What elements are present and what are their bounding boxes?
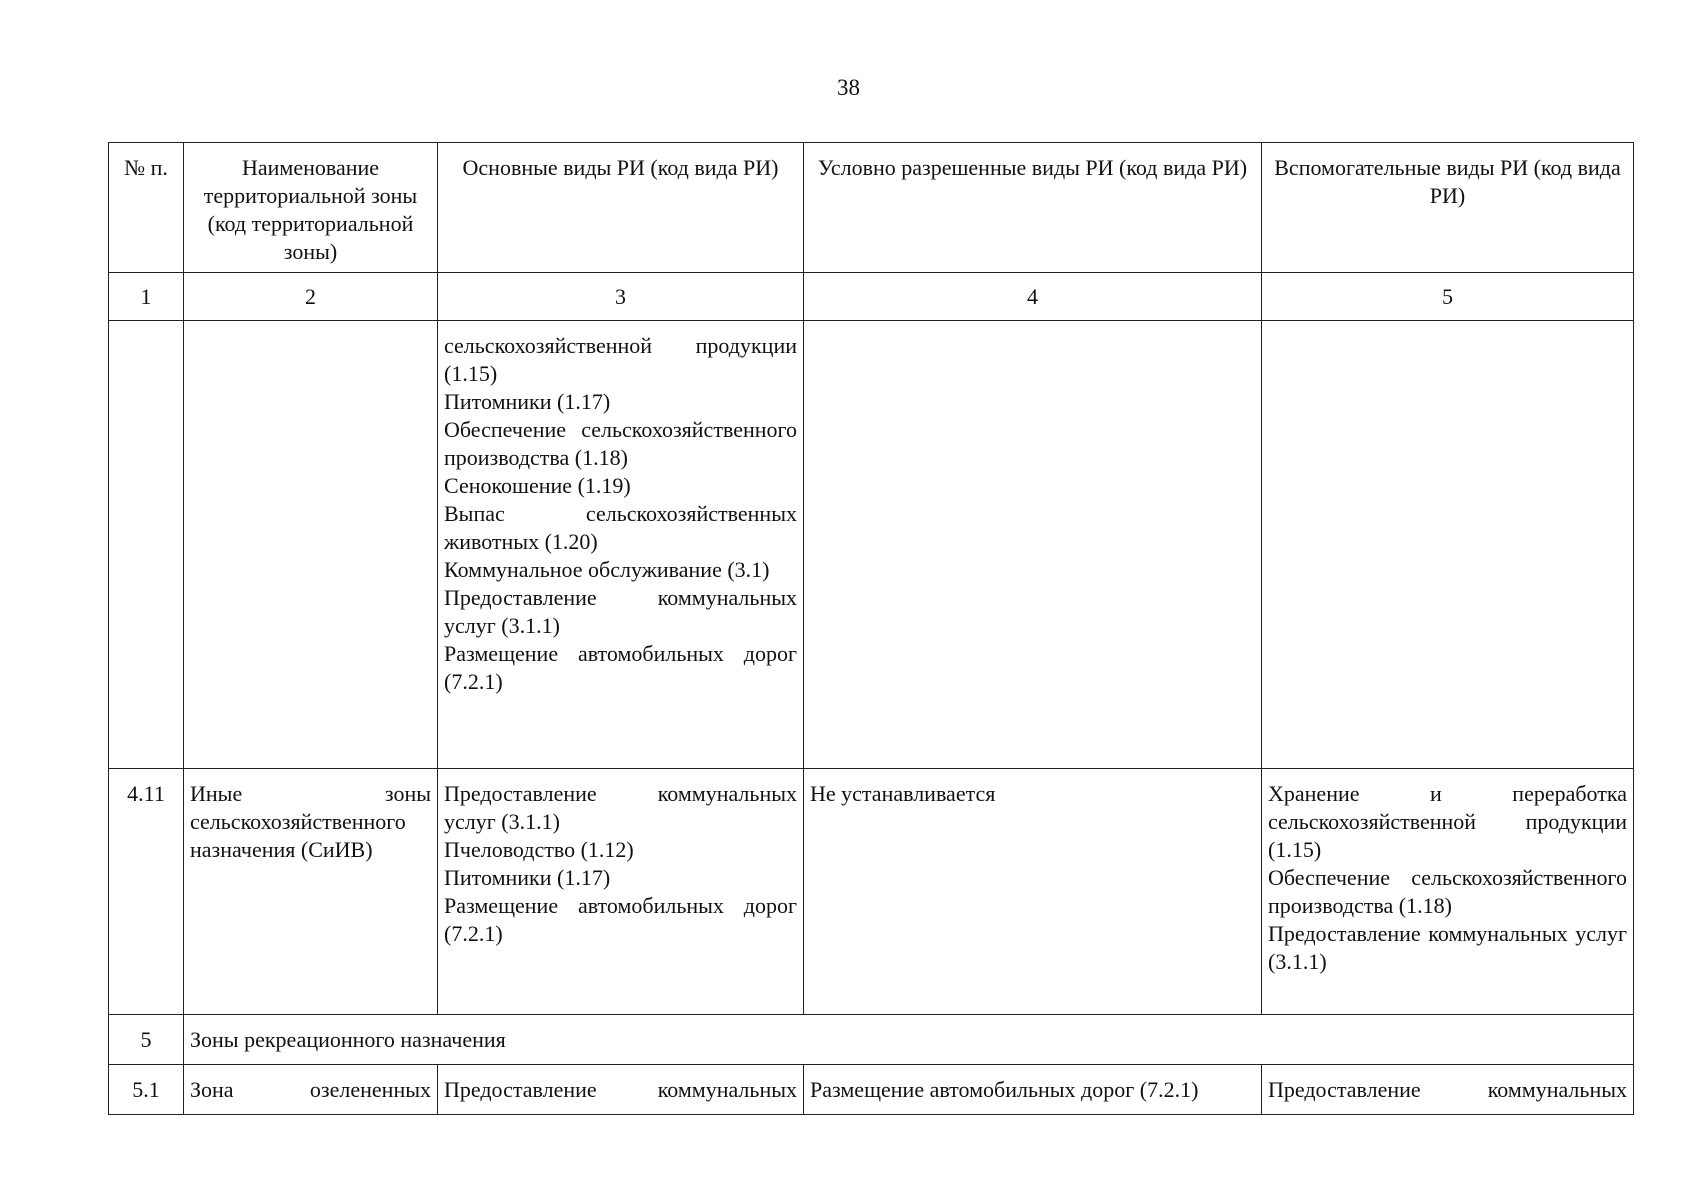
column-numbers-row <box>109 273 1634 321</box>
row-number: 5.1 <box>109 1065 184 1115</box>
row-number: 4.11 <box>109 769 184 1015</box>
use-entry: Размещение автомобильных дорог (7.2.1) <box>444 893 797 946</box>
zone-name <box>184 1065 438 1115</box>
use-entry: Предоставление коммунальных услуг (3.1.1) <box>444 585 797 638</box>
table-row-4-11 <box>109 769 1634 1015</box>
use-entry: Питомники (1.17) <box>444 865 611 890</box>
header-auxiliary-uses: Вспомогательные виды РИ (код вида РИ) <box>1262 143 1634 273</box>
auxiliary-uses-cell <box>1262 321 1634 769</box>
row-number: 5 <box>109 1015 184 1065</box>
use-entry: Предоставление коммунальных <box>444 1077 797 1102</box>
use-entry: Выпас сельскохозяйственных животных (1.20) <box>444 501 797 554</box>
auxiliary-uses-cell <box>1262 1065 1634 1115</box>
column-number: 5 <box>1262 273 1634 321</box>
column-number: 3 <box>438 273 804 321</box>
use-entry: Предоставление коммунальных услуг (3.1.1) <box>444 781 797 834</box>
use-entry: Предоставление коммунальных услуг (3.1.1) <box>1268 921 1627 974</box>
section-title: Зоны рекреационного назначения <box>184 1015 1634 1065</box>
table-header-row <box>109 143 1634 273</box>
page-number: 38 <box>837 75 860 100</box>
main-uses-cell <box>438 769 804 1015</box>
zone-name-text: Зона озелененных <box>190 1077 431 1102</box>
use-entry: Питомники (1.17) <box>444 389 611 414</box>
column-number: 1 <box>109 273 184 321</box>
zone-name-text: Иные зоны сельскохозяйственного назначения (СиИВ) <box>190 781 431 862</box>
row-number-cell <box>109 321 184 769</box>
use-entry: Хранение и переработка сельскохозяйственной продукции (1.15) <box>1268 781 1627 862</box>
zone-name <box>184 769 438 1015</box>
column-number: 2 <box>184 273 438 321</box>
zones-table <box>108 142 1634 1115</box>
table-row-continuation <box>109 321 1634 769</box>
use-entry: Обеспечение сельскохозяйственного производства (1.18) <box>1268 865 1627 918</box>
use-entry: сельскохозяйственной продукции (1.15) <box>444 333 797 386</box>
use-entry: Коммунальное обслуживание (3.1) <box>444 557 770 582</box>
conditional-uses-cell <box>804 321 1262 769</box>
use-entry: Пчеловодство (1.12) <box>444 837 634 862</box>
use-entry: Обеспечение сельскохозяйственного производства (1.18) <box>444 417 797 470</box>
auxiliary-uses-cell <box>1262 769 1634 1015</box>
header-zone-name: Наименование территориальной зоны (код территориальной зоны) <box>184 143 438 273</box>
header-conditional-uses: Условно разрешенные виды РИ (код вида РИ) <box>804 143 1262 273</box>
main-uses-cell <box>438 1065 804 1115</box>
use-entry: Предоставление коммунальных <box>1268 1077 1627 1102</box>
header-main-uses: Основные виды РИ (код вида РИ) <box>438 143 804 273</box>
use-entry: Сенокошение (1.19) <box>444 473 631 498</box>
conditional-uses-cell: Размещение автомобильных дорог (7.2.1) <box>804 1065 1262 1115</box>
header-number: № п. <box>109 143 184 273</box>
main-uses-cell <box>438 321 804 769</box>
use-entry: Размещение автомобильных дорог (7.2.1) <box>444 641 797 694</box>
conditional-uses-cell: Не устанавливается <box>804 769 1262 1015</box>
column-number: 4 <box>804 273 1262 321</box>
table-row-section-5 <box>109 1015 1634 1065</box>
table-row-5-1 <box>109 1065 1634 1115</box>
zone-name-cell <box>184 321 438 769</box>
